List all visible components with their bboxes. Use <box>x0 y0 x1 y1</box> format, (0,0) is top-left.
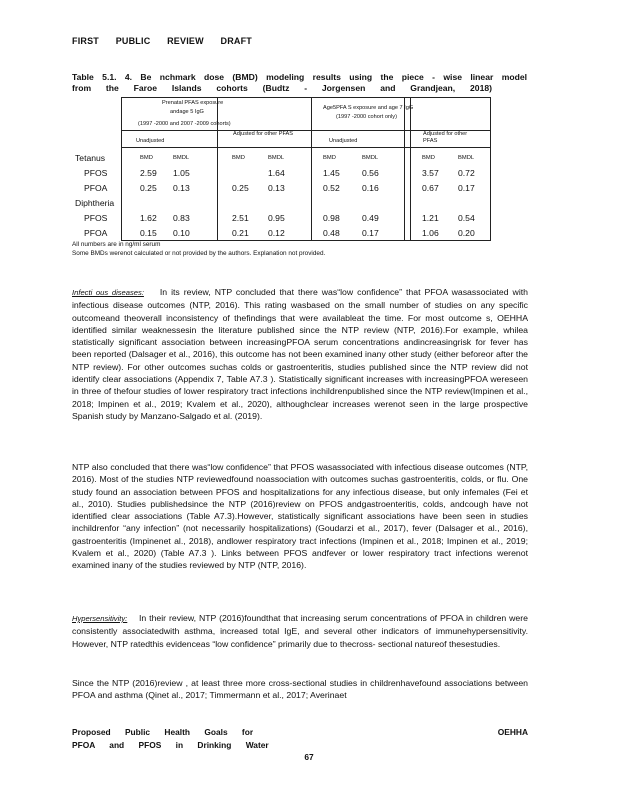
sub-adjusted-1: Adjusted for other PFAS <box>233 131 294 137</box>
footer-agency: OEHHA <box>497 727 528 737</box>
table-cell: 1.05 <box>173 168 190 178</box>
table-cell: 3.57 <box>422 168 439 178</box>
heading-hypersensitivity: Hypersensitivity: <box>72 614 128 623</box>
table-cell: 0.49 <box>362 213 379 223</box>
group1-years: (1997 -2000 and 2007 -2009 cohorts) <box>138 121 231 127</box>
column-header: BMDL <box>268 155 285 161</box>
sub-unadjusted-1: Unadjusted <box>136 138 165 144</box>
column-header: BMD <box>140 155 153 161</box>
table-cell: 0.13 <box>268 183 285 193</box>
table-mid-rule-3 <box>410 97 411 241</box>
table-caption <box>72 72 527 94</box>
column-header: BMDL <box>458 155 475 161</box>
sub-unadjusted-2: Unadjusted <box>329 138 358 144</box>
table-bottom-rule <box>121 240 491 241</box>
table-cell: 2.51 <box>232 213 249 223</box>
paragraph-3-text: In their review, NTP (2016)foundthat that increasing serum concentrations of PFOA in children were consistently associatedwith asthma, increased total IgE, and several other indicators of immunehypersensitivity. However, NTP ratedthis evidenceas “low confidence” primarily due to thecross- sectional natureof thesestudies. <box>72 613 528 649</box>
column-header: BMD <box>232 155 245 161</box>
table-cell: 1.64 <box>268 168 285 178</box>
row-label: Tetanus <box>75 153 106 163</box>
table-cell: 0.25 <box>232 183 249 193</box>
table-cell: 0.13 <box>173 183 190 193</box>
table-cell: 0.25 <box>140 183 157 193</box>
paragraph-1-text: In its review, NTP concluded that there was“low confidence” that PFOA wasassociated with infectious disease outcomes (NTP, 2016). This rating wasbased on the small number of studies on any specific outcomeand theoverall inconsistency of thefindings that were availableat the time. For most outcome s, OEHHA identified similar weaknessesin the literature published since the NTP review (NTP, 2016).For example, whilea statistically significant association between increasingPFOA serum concentrations andincreasingrisk for fever has been reported (Dalsager et al., 2016), this outcome has not been examined inany other study (either beforeor after the NTP review). For other outcomes suchas colds or gastroenteritis, studies published since the NTP review did not identify clear associations (Appendix 7, Table A7.3 ). Statistically significant increases with increasingPFOA wereseen in three of thefour studies of lower respiratory tract infections inchildrenpublished since the NTP review(Impinen et al., 2018; Impinen et al., 2019; Kvalem et al., 2020), althoughclear increases werenot seen in the large prospective Spanish study by Manzano-Salgado et al. (2019). <box>72 287 529 421</box>
column-header: BMD <box>422 155 435 161</box>
table-subheader-rule <box>121 147 491 148</box>
sub-adjusted-2: Adjusted for other PFAS <box>423 131 468 144</box>
table-cell: 2.59 <box>140 168 157 178</box>
table-cell: 0.21 <box>232 228 249 238</box>
paragraph-2-text: NTP also concluded that there was“low confidence” that PFOS wasassociated with infectious disease outcomes (NTP, 2016). Most of the studies NTP reviewedfound noassociation with outcomes suchas gastroenteritis, colds, or flu. One study found an association between PFOS and hospitalizations for any infectious disease, but only infemales (Fei et al., 2010). Studies publishedsince the NTP (2016)review on PFOS andgastroenteritis, colds, andcough have not identified clear associations (Table A7.3).However, statistically significant associations have been seen in studies inchildrenfor “any infection” (not necessarily hospitalizations) (Goudarzi et al., 2017), fever (Dalsager et al., 2016), gastroenteritis (Impinenet al., 2018), andlower respiratory tract infections (Impinen et al., 2018; Impinen et al., 2019; Kvalem et al., 2020) (Table A7.3 ). Links between PFOS andfever or lower respiratory tract infections werenot examined inany of the studies reviewed by NTP (NTP, 2016). <box>72 462 528 571</box>
group1-label: Prenatal PFAS exposure <box>162 100 224 106</box>
row-label: PFOS <box>84 213 108 223</box>
table-cell: 0.72 <box>458 168 475 178</box>
table-cell: 0.98 <box>323 213 340 223</box>
table-note-units: All numbers are in ng/ml serum <box>72 241 161 248</box>
table-cell: 1.62 <box>140 213 157 223</box>
group2-label: Age5PFA S exposure and age 7 IgG <box>323 105 414 111</box>
column-header: BMDL <box>362 155 379 161</box>
table-cell: 1.45 <box>323 168 340 178</box>
table-cell: 0.95 <box>268 213 285 223</box>
row-label: PFOA <box>84 228 108 238</box>
column-header: BMD <box>323 155 336 161</box>
heading-infectious-diseases: Infecti ous diseases: <box>72 288 144 297</box>
table-cell: 0.20 <box>458 228 475 238</box>
column-header: BMDL <box>173 155 190 161</box>
table-cell: 0.56 <box>362 168 379 178</box>
table-cell: 0.52 <box>323 183 340 193</box>
table-cell: 0.17 <box>458 183 475 193</box>
table-note-missing: Some BMDs werenot calculated or not provided by the authors. Explanation not provided. <box>72 250 326 257</box>
paragraph-infectious-pfos <box>72 461 528 572</box>
draft-header: FIRST PUBLIC REVIEW DRAFT <box>72 36 252 46</box>
group2-years: (1997 -2000 cohort only) <box>336 114 397 120</box>
paragraph-asthma <box>72 677 528 702</box>
caption-line-1: Table 5.1. 4. Be nchmark dose (BMD) modeling results using the piece - wise linear model <box>72 72 527 82</box>
row-label: Diphtheria <box>75 198 115 208</box>
table-cell: 0.54 <box>458 213 475 223</box>
table-mid-rule-1 <box>217 97 218 241</box>
table-cell: 0.17 <box>362 228 379 238</box>
paragraph-hypersensitivity <box>72 612 528 650</box>
table-cell: 0.15 <box>140 228 157 238</box>
caption-line-2: from the Faroe Islands cohorts (Budtz - Jorgensen and Grandjean, 2018) <box>72 83 492 93</box>
table-top-rule <box>121 97 491 98</box>
table-cell: 0.67 <box>422 183 439 193</box>
table-cell: 1.21 <box>422 213 439 223</box>
table-left-rule <box>121 97 122 241</box>
paragraph-infectious-pfoa <box>72 286 528 422</box>
table-cell: 0.16 <box>362 183 379 193</box>
table-cell: 0.83 <box>173 213 190 223</box>
table-cell: 0.10 <box>173 228 190 238</box>
footer-title-line-2: PFOA and PFOS in Drinking Water <box>72 740 269 750</box>
row-label: PFOS <box>84 168 108 178</box>
paragraph-4-text: Since the NTP (2016)review , at least three more cross-sectional studies in childrenhavefound associations between PFOA and asthma (Qinet al., 2017; Timmermann et al., 2017; Averinaet <box>72 678 528 701</box>
table-cell: 1.06 <box>422 228 439 238</box>
table-group-rule <box>311 97 312 241</box>
table-cell: 0.12 <box>268 228 285 238</box>
row-label: PFOA <box>84 183 108 193</box>
table-mid-rule-2 <box>404 97 405 241</box>
footer-title-line-1: Proposed Public Health Goals for <box>72 727 254 737</box>
table-right-rule <box>490 97 491 241</box>
group1-label-2: andage 5 IgG <box>170 109 204 115</box>
table-cell: 0.48 <box>323 228 340 238</box>
page-number: 67 <box>304 752 314 762</box>
